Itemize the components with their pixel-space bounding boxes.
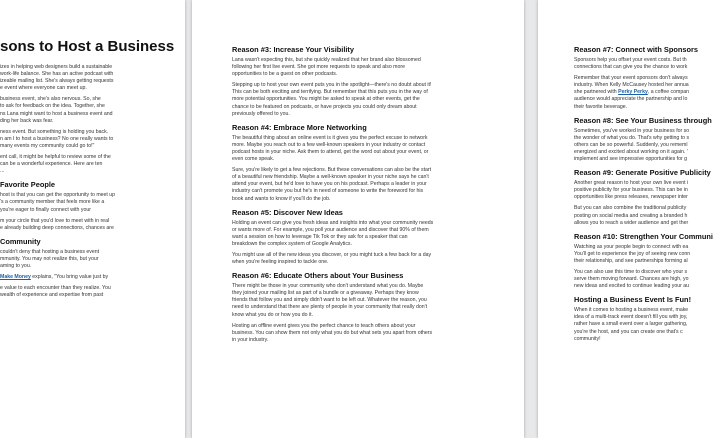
text-line: attend your event, but he'd love to have you on his podcast. Perhaps a leader in your [232,181,427,188]
text-line: she partnered with [574,89,619,96]
right-column [574,40,720,347]
paragraph [0,64,180,92]
make-money-link[interactable]: Make Money [0,274,31,281]
text-line: But you can also combine the traditional publicity [574,205,687,212]
text-line: their relationship, and see partnerships forming al [574,257,688,264]
text-line: izeable mailing list. She's always getting requests [0,78,114,85]
text-line: explains, "You bring value just by [30,274,109,281]
text-line: industry. When Kelly McCausey hosted her annua [574,82,689,89]
text-line: There might be those in your community who don't understand what you do. Maybe [232,283,424,290]
section-heading: Reason #9: Generate Positive Publicity [574,168,711,178]
text-line: the wonder of what you do. That's why getting to s [574,134,690,141]
paragraph [232,167,494,202]
text-line: Remember that your event sponsors don't always [574,75,688,82]
text-line: ... [0,168,5,175]
text-line: audience would appreciate the partnership and lo [574,96,688,103]
paragraph [574,269,720,290]
section-heading: Reason #5: Discover New Ideas [232,207,343,217]
section-heading: Favorite People [0,180,56,190]
text-line: Watching as your people begin to connect with ea [574,243,689,250]
text-line: You might use all of the new ideas you discover, or you might tuck a few back for a day [232,251,432,258]
section-heading: Hosting a Business Event Is Fun! [574,295,692,305]
text-line: posting on social media and creating a branded h [574,212,688,219]
text-line: , a coffee compan [647,89,689,96]
text-line: Sometimes, you've worked in your business for so [574,127,690,134]
text-line: This can be both exciting and terrifying. But remember that this puts you in the way of [232,89,428,96]
text-line: e value to each encounter than they realize. You [0,285,111,292]
paragraph [574,75,720,110]
text-line: work-life balance. She has an active podcast with [0,71,114,78]
text-line: Another great reason to host your own live event i [574,180,689,187]
text-line: friends that follow you and simply didn't want to be left out. Whatever the reason, you [232,297,427,304]
paragraph [0,218,180,232]
text-line: their favorite beverage. [574,103,628,110]
section-heading: Reason #10: Strengthen Your Communi [574,231,713,241]
paragraph [232,135,494,163]
paragraph [574,180,720,201]
text-line: ent call, it might be helpful to review some of the [0,154,111,161]
text-line: e already building deep connections, chances are [0,224,114,231]
text-line: or wants more of. For example, you poll your audience and discover that 90% of them [232,226,429,233]
text-line: serve them moving forward. Chances are high, yo [574,276,689,283]
text-line: aming to you. [0,262,32,269]
perky-perky-link[interactable]: Perky Perky [618,89,648,96]
text-line: community! [574,335,601,342]
text-line: when you're feeling inspired to tackle one. [232,259,329,266]
text-line: 's a community member that feels more like a [0,199,105,206]
text-line: Hosting an offline event gives you the perfect chance to teach others about your [232,322,416,329]
text-line: Stepping up to host your own event puts you in the spotlight—there's no doubt about it! [232,82,432,89]
text-line: izes in helping web designers build a sustainable [0,64,113,70]
paragraph [0,154,180,175]
paragraph [0,274,180,281]
text-line: When it comes to hosting a business event, make [574,307,689,314]
paragraph [574,57,720,71]
text-line: e event where everyone can meet up. [0,85,87,92]
text-line: rather have a small event over a larger gathering, [574,321,688,328]
paragraph [232,283,494,318]
section-heading: Community [0,236,41,246]
page-middle [192,0,524,438]
text-line: idea of a multi-track event doesn't fill you with joy, [574,314,688,321]
text-line: podcast hosts in your niche. Ask them to attend, get the word out about your event, or [232,148,429,155]
text-line: Sponsors help you offset your event costs. But th [574,57,687,63]
text-line: mmunity. You may not realize this, but your [0,255,99,262]
paragraph [574,244,720,265]
text-line: to ask for feedback on the idea. Together, she [0,103,105,110]
section-heading: Reason #4: Embrace More Networking [232,122,367,132]
text-line: new ideas and excited to continue leading your au [574,283,690,290]
text-line: know what you do or how you do it. [232,311,314,318]
paragraph [232,323,494,344]
text-line: book and wants to know if you'll do the job. [232,195,331,202]
text-line: couldn't deny that hosting a business event [0,248,100,255]
text-line: host is that you can get the opportunity to meet up [0,192,116,199]
document-title: sons to Host a Business [0,38,175,55]
paragraph [574,307,720,342]
text-line: chance to be featured on podcasts, or have projects you could only dream about [232,103,417,110]
paragraph [574,205,720,226]
text-line: n am I to host a business? No one really wants to [0,135,114,142]
text-line: ns Lana might want to host a business event and [0,110,113,117]
text-line: business. You can show them not only what you do but what sets you apart from others [232,329,433,336]
middle-column [232,40,494,348]
text-line: Sure, you're likely to get a few rejections. But these conversations can also be the start [232,167,432,174]
text-line: want a session on how to leverage Tik Tok or they ask for a speaker that can [232,233,408,240]
text-line: wealth of experience and expertise from past [0,292,104,299]
text-line: following her first live event. She got more requests to speak and also more [232,64,406,71]
text-line: implement and see impressive opportunities for g [574,156,688,163]
text-line: others can be so powerful. Suddenly, you rememl [574,141,688,148]
section-heading: Reason #7: Connect with Sponsors [574,45,699,54]
left-column [0,38,180,303]
text-line: ding her back was fear. [0,117,54,124]
text-line: you're the host, and you can create one that's c [574,328,683,335]
text-line: energized and excited about working on it again. ' [574,148,688,155]
text-line: in your industry. [232,336,269,343]
text-line: Holding an event can give you fresh ideas and insights into what your community needs [232,219,434,226]
paragraph [232,82,494,117]
text-line: ness event. But something is holding you back. [0,128,109,135]
paragraph [0,129,180,150]
text-line: Lana wasn't expecting this, but she quickly realized that her brand also blossomed [232,57,421,63]
text-line: opportunities like press releases, newspaper inter [574,194,688,201]
text-line: they joined your mailing list as part of a bundle or a giveaway. Perhaps they know [232,290,419,297]
text-line: You'll get to experience the joy of seeing new conn [574,250,691,257]
text-line: positive publicity for your business. This can be in [574,187,688,194]
text-line: industry can't promote you but he's in need of someone to write the foreword for his [232,188,424,195]
text-line: can be a wonderful experience. Here are ten [0,161,103,168]
text-line: allows you to reach a wider audience and get ther [574,219,689,226]
text-line: You can also use this time to discover who your s [574,268,688,275]
text-line: need to understand that there are plenty of people in your community that really don't [232,304,428,311]
text-line: m your circle that you'd love to meet with in real [0,217,110,224]
text-line: previously offered to you. [232,110,290,117]
section-heading: Reason #6: Educate Others about Your Business [232,271,404,281]
text-line: business event, she's also nervous. So, she [0,96,101,103]
page-right [538,0,720,438]
page-left [0,0,185,438]
text-line: of a beautiful new friendship. Maybe a well-known speaker in your niche says he can't [232,174,429,181]
text-line: you're eager to finally connect with your [0,206,91,213]
section-heading: Reason #3: Increase Your Visibility [232,45,354,54]
text-line: even come speak. [232,156,275,163]
paragraph [232,252,494,266]
text-line: connections that can give you the chance to work [574,64,688,71]
text-line: more potential opportunities. You might be asked to speak at other events, get the [232,96,420,103]
paragraph [0,285,180,299]
text-line: breakdown the complex system of Google Analytics. [232,240,352,247]
text-line: many events my community could go to!" [0,142,95,149]
paragraph [232,57,494,78]
paragraph [0,249,180,270]
text-line: opportunities to be a guest on other podcasts. [232,71,338,78]
paragraph [0,192,180,213]
section-heading: Reason #8: See Your Business through [574,115,712,125]
text-line: The beautiful thing about an online event is it gives you the perfect excuse to network [232,134,428,141]
paragraph [0,96,180,124]
paragraph [574,128,720,163]
paragraph [232,220,494,248]
text-line: more. Maybe you reach out to a few well-known speakers in your industry or contact [232,141,426,148]
